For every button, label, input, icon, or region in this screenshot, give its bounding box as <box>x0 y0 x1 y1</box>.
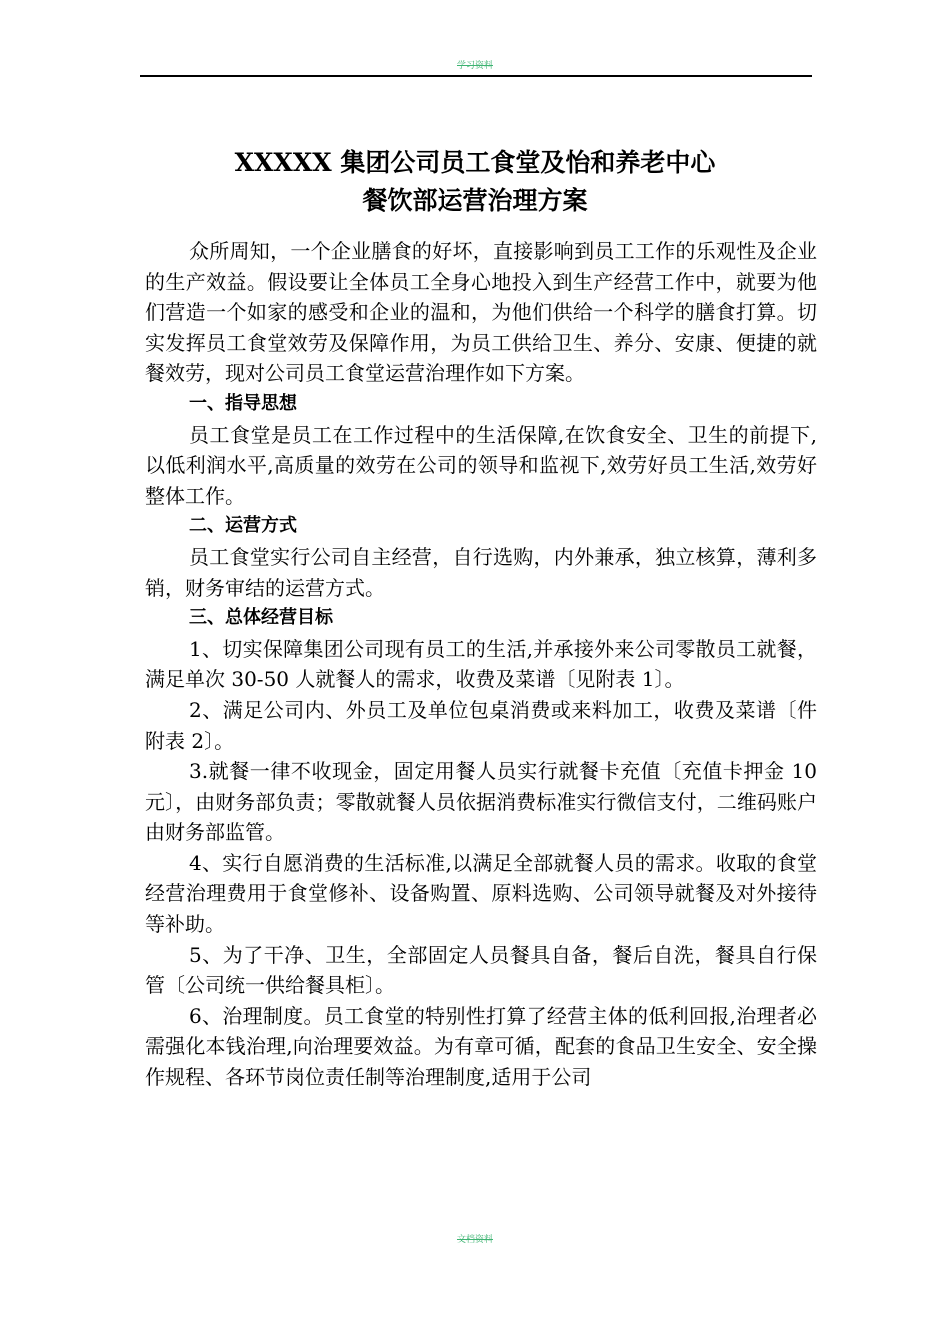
header-watermark: 学习资料 <box>456 61 493 71</box>
document-body <box>145 236 817 1093</box>
section-heading-overall-goals: 三、总体经营目标 <box>189 607 333 629</box>
section-paragraph: 员工食堂是员工在工作过程中的生活保障,在饮食安全、卫生的前提下,以低利润水平,高质量的效劳在公司的领导和监视下,效劳好员工生活,效劳好整体工作。 <box>145 422 817 508</box>
section-heading-operation-mode: 二、运营方式 <box>189 515 297 537</box>
intro-paragraph: 众所周知，一个企业膳食的好坏，直接影响到员工工作的乐观性及企业的生产效益。假设要让全体员工全身心地投入到生产经营工作中，就要为他们营造一个如家的感受和企业的温和，为他们供给一个科学的膳食打算。切实发挥员工食堂效劳及保障作用，为员工供给卫生、养分、安康、便捷的就餐效劳，现对公司员工食堂运营治理作如下方案。 <box>145 239 817 386</box>
footer-watermark: 文档资料 <box>456 1235 493 1245</box>
goal-item-6: 6、治理制度。员工食堂的特别性打算了经营主体的低利回报,治理者必需强化本钱治理,向治理要效益。为有章可循，配套的食品卫生安全、安全操作规程、各环节岗位责任制等治理制度,适用于公司 <box>145 1003 817 1090</box>
goal-item-1: 1、切实保障集团公司现有员工的生活,并承接外来公司零散员工就餐，满足单次 30-50 人就餐人的需求，收费及菜谱〔见附表 1〕。 <box>145 636 817 692</box>
section-paragraph: 员工食堂实行公司自主经营，自行选购，内外兼承，独立核算，薄利多销，财务审结的运营方式。 <box>145 544 817 600</box>
document-title-line1: XXXXX 集团公司员工食堂及怡和养老中心 <box>234 148 716 177</box>
section-heading-guiding-thought: 一、指导思想 <box>189 392 297 414</box>
goal-item-4: 4、实行自愿消费的生活标准,以满足全部就餐人员的需求。收取的食堂经营治理费用于食堂修补、设备购置、原料选购、公司领导就餐及对外接待等补助。 <box>145 850 817 937</box>
goal-item-2: 2、满足公司内、外员工及单位包桌消费或来料加工，收费及菜谱〔件附表 2〕。 <box>145 697 817 753</box>
goal-item-3: 3.就餐一律不收现金，固定用餐人员实行就餐卡充值〔充值卡押金 10 元〕，由财务部负责；零散就餐人员依据消费标准实行微信支付，二维码账户由财务部监管。 <box>145 759 817 845</box>
document-title-line2: 餐饮部运营治理方案 <box>362 186 588 215</box>
goal-item-5: 5、为了干净、卫生，全部固定人员餐具自备，餐后自洗，餐具自行保管〔公司统一供给餐具柜〕。 <box>145 942 817 998</box>
header-rule <box>140 75 812 77</box>
